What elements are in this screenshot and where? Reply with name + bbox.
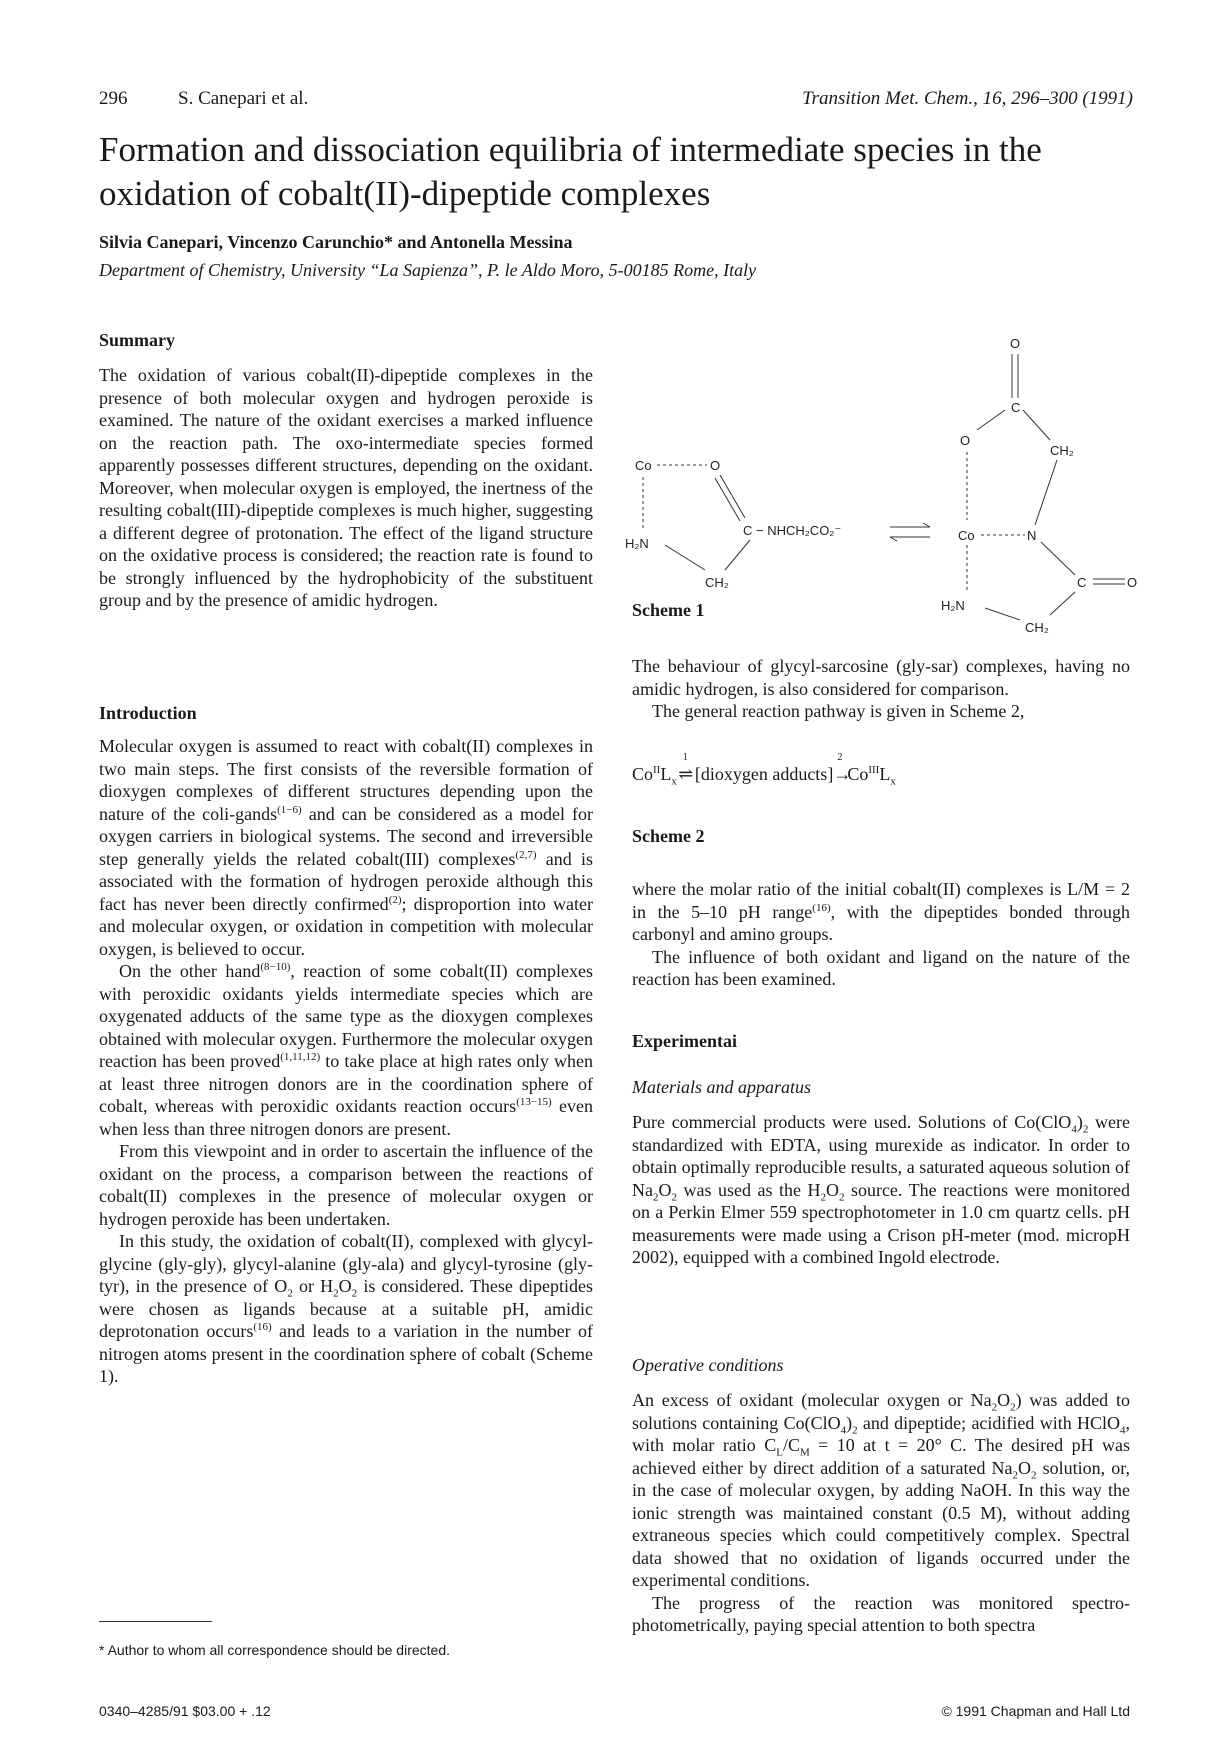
intro-paragraph-2: On the other hand$^{(8-10)}$, reaction of some cobalt(II) complexes with peroxidic oxidants yields intermediate species which are oxygenated adducts of the same type as the dioxygen complexes obtained with molecular oxygen. Furthermore the molecular oxygen reaction has been proved$^{(1,11,12)}$ to take place at high rates only when at least three nitrogen donors are in the coordination sphere of cobalt, whereas with peroxidic oxidants reaction occurs$^{(13-15)}$ even when less than three nitrogen donors are present. [99, 961, 594, 1139]
left-carbon-chain: C − NHCH₂CO₂⁻ [743, 523, 842, 538]
introduction-heading: Introduction [99, 703, 197, 723]
right-o-atom: O [960, 433, 971, 448]
experimental-heading: Experimentai [632, 1031, 737, 1051]
right-paragraph-4: The influence of both oxidant and ligand on the nature of the reaction has been examined. [632, 946, 1130, 989]
footnote-rule [99, 1621, 212, 1622]
right-c-atom: C [1011, 400, 1021, 415]
right-column-text-2 [632, 878, 1130, 991]
c-ch2-bond [1023, 410, 1050, 440]
operative-paragraph-1: An excess of oxidant (molecular oxygen or $Na_2O_2$) was added to solutions containing $Co(ClO_4)_2$ and dipeptide; acidified with HClO$_4$, with molar ratio $C_L/C_M = 10$ at t = 20° C. The desired pH was achieved either by direct addition of a saturated $Na_2O_2$ solution, or, in the case of molecular oxygen, by adding NaOH. In this way the ionic strength was maintained constant (0.5 M), without adding extraneous species which could competitively complex. Spectral data showed that no oxidation of ligands occurred under the experimental conditions. [632, 1390, 1131, 1590]
summary-paragraph: The oxidation of various cobalt(II)-dipeptide complexes in the presence of both molecular oxygen and hydrogen peroxide is examined. The nature of the oxidant exercises a marked influence on the reaction path. The oxo-intermediate species formed apparently possesses different structures, depending on the oxidant. Moreover, when molecular oxygen is employed, the inertness of the resulting cobalt(III)-dipeptide complexes is much higher, suggesting a different degree of protonation. The effect of the ligand structure on the oxidative process is considered; the reaction rate is found to be strongly influenced by the hydrophobicity of the substituent group and by the presence of amidic hydrogen. [99, 365, 593, 610]
right-paragraph-2: The general reaction pathway is given in Scheme 2, [652, 701, 1025, 721]
journal-citation: Transition Met. Chem., 16, 296–300 (1991) [802, 88, 1133, 109]
footer-copyright: © 1991 Chapman and Hall Ltd [941, 1703, 1130, 1719]
right-o-top-atom: O [1010, 336, 1021, 351]
operative-text [632, 1389, 1130, 1637]
operative-heading: Operative conditions [632, 1355, 784, 1375]
ch2-c-bond [725, 540, 750, 570]
affiliation: Department of Chemistry, University “La Sapienza”, P. le Aldo Moro, 5-00185 Rome, Italy [99, 260, 757, 280]
c-o-double-bond-2 [715, 478, 740, 521]
right-o-atom-2: O [1127, 575, 1138, 590]
page-number: 296 [99, 88, 128, 109]
summary-text [99, 364, 593, 612]
right-column-text [632, 655, 1130, 723]
scheme-2-caption: Scheme 2 [632, 826, 705, 846]
ch2-n-bond [1035, 460, 1057, 525]
materials-paragraph: Pure commercial products were used. Solutions of $Co(ClO_4)_2$ were standardized with EDTA, using murexide as indicator. In order to obtain optimally reproducible results, a saturated aqueous solution of $Na_2O_2$ was used as the $H_2O_2$ source. The reactions were monitored on a Perkin Elmer 559 spectrophotometer in 1.0 cm quartz cells. pH measurements were made using a Crison pH-meter (mod. micropH 2002), equipped with a combined Ingold electrode. [632, 1112, 1130, 1267]
nh2-ch2-bond [985, 608, 1020, 620]
introduction-text [99, 735, 593, 1388]
summary-heading: Summary [99, 330, 175, 350]
c-o-double-bond-1 [720, 475, 745, 518]
right-ch2-upper: CH₂ [1050, 443, 1074, 458]
right-ch2-lower: CH₂ [1025, 620, 1049, 635]
ch2-c-lower-bond [1050, 592, 1075, 615]
operative-paragraph-2: The progress of the reaction was monitored spectro-photometrically, paying special attention to both spectra [632, 1592, 1130, 1635]
c-o-bond [977, 410, 1005, 430]
running-author: S. Canepari et al. [178, 88, 309, 109]
n-ch2-bond [665, 545, 705, 570]
left-ch2-group: CH₂ [705, 575, 729, 590]
right-paragraph-3: where the molar ratio of the initial cobalt(II) complexes is L/M = 2 in the 5–10 pH range$^{(16)}$, with the dipeptides bonded through carbonyl and amino groups. [632, 879, 1130, 944]
scheme-1-caption: Scheme 1 [632, 600, 705, 620]
intro-paragraph-4: In this study, the oxidation of cobalt(II), complexed with glycyl-glycine (gly-gly), glycyl-alanine (gly-ala) and glycyl-tyrosine (gly-tyr), in the presence of $O_2$ or $H_2O_2$ is considered. These dipeptides were chosen as ligands because at a suitable pH, amidic deprotonation occurs$^{(16)}$ and leads to a variation in the number of nitrogen atoms present in the coordination sphere of cobalt (Scheme 1). [99, 1231, 593, 1386]
n-c-bond [1041, 542, 1075, 575]
equilibrium-arrow-1: 1 ⇌ [678, 752, 694, 784]
right-n-atom: N [1027, 528, 1037, 543]
materials-heading: Materials and apparatus [632, 1077, 812, 1097]
reaction-arrow-2: 2 → [833, 752, 852, 784]
footer-code: 0340–4285/91 $03.00 + .12 [99, 1703, 271, 1719]
left-co-atom: Co [635, 458, 652, 473]
author-list: Silvia Canepari, Vincenzo Carunchio* and Antonella Messina [99, 232, 573, 252]
intro-paragraph-1: Molecular oxygen is assumed to react with cobalt(II) complexes in two main steps. The first consists of the reversible formation of dioxygen complexes of different structures depending upon the nature of the coli-gands$^{(1-6)}$ and can be considered as a model for oxygen carriers in biological systems. The second and irreversible step generally yields the related cobalt(III) complexes$^{(2,7)}$ and is associated with the formation of hydrogen peroxide although this fact has never been directly confirmed$^{(2)}$; disproportion into water and molecular oxygen, or oxidation in competition with molecular oxygen, is believed to occur. [99, 736, 594, 959]
article-title: Formation and dissociation equilibria of intermediate species in the oxidation of cobalt(II)-dipeptide complexes [99, 130, 1042, 213]
right-co-atom: Co [958, 528, 975, 543]
right-h2n-group: H₂N [941, 598, 965, 613]
materials-text [632, 1111, 1130, 1269]
right-paragraph-1: The behaviour of glycyl-sarcosine (gly-sar) complexes, having no amidic hydrogen, is also considered for comparison. [632, 656, 1130, 699]
intro-paragraph-3: From this viewpoint and in order to ascertain the influence of the oxidant on the process, a comparison between the reactions of cobalt(II) complexes in the presence of molecular oxygen or hydrogen peroxide has been undertaken. [99, 1141, 593, 1229]
left-h2n-group: H₂N [625, 536, 649, 551]
footnote: * Author to whom all correspondence should be directed. [99, 1642, 450, 1658]
left-o-atom: O [710, 458, 721, 473]
right-carbonyl-c: C [1077, 575, 1087, 590]
scheme-2-equation: $Co^{II}L_x$ 1 ⇌[dioxygen adducts] 2 $\to Co^{III}L_x$ [632, 752, 896, 788]
